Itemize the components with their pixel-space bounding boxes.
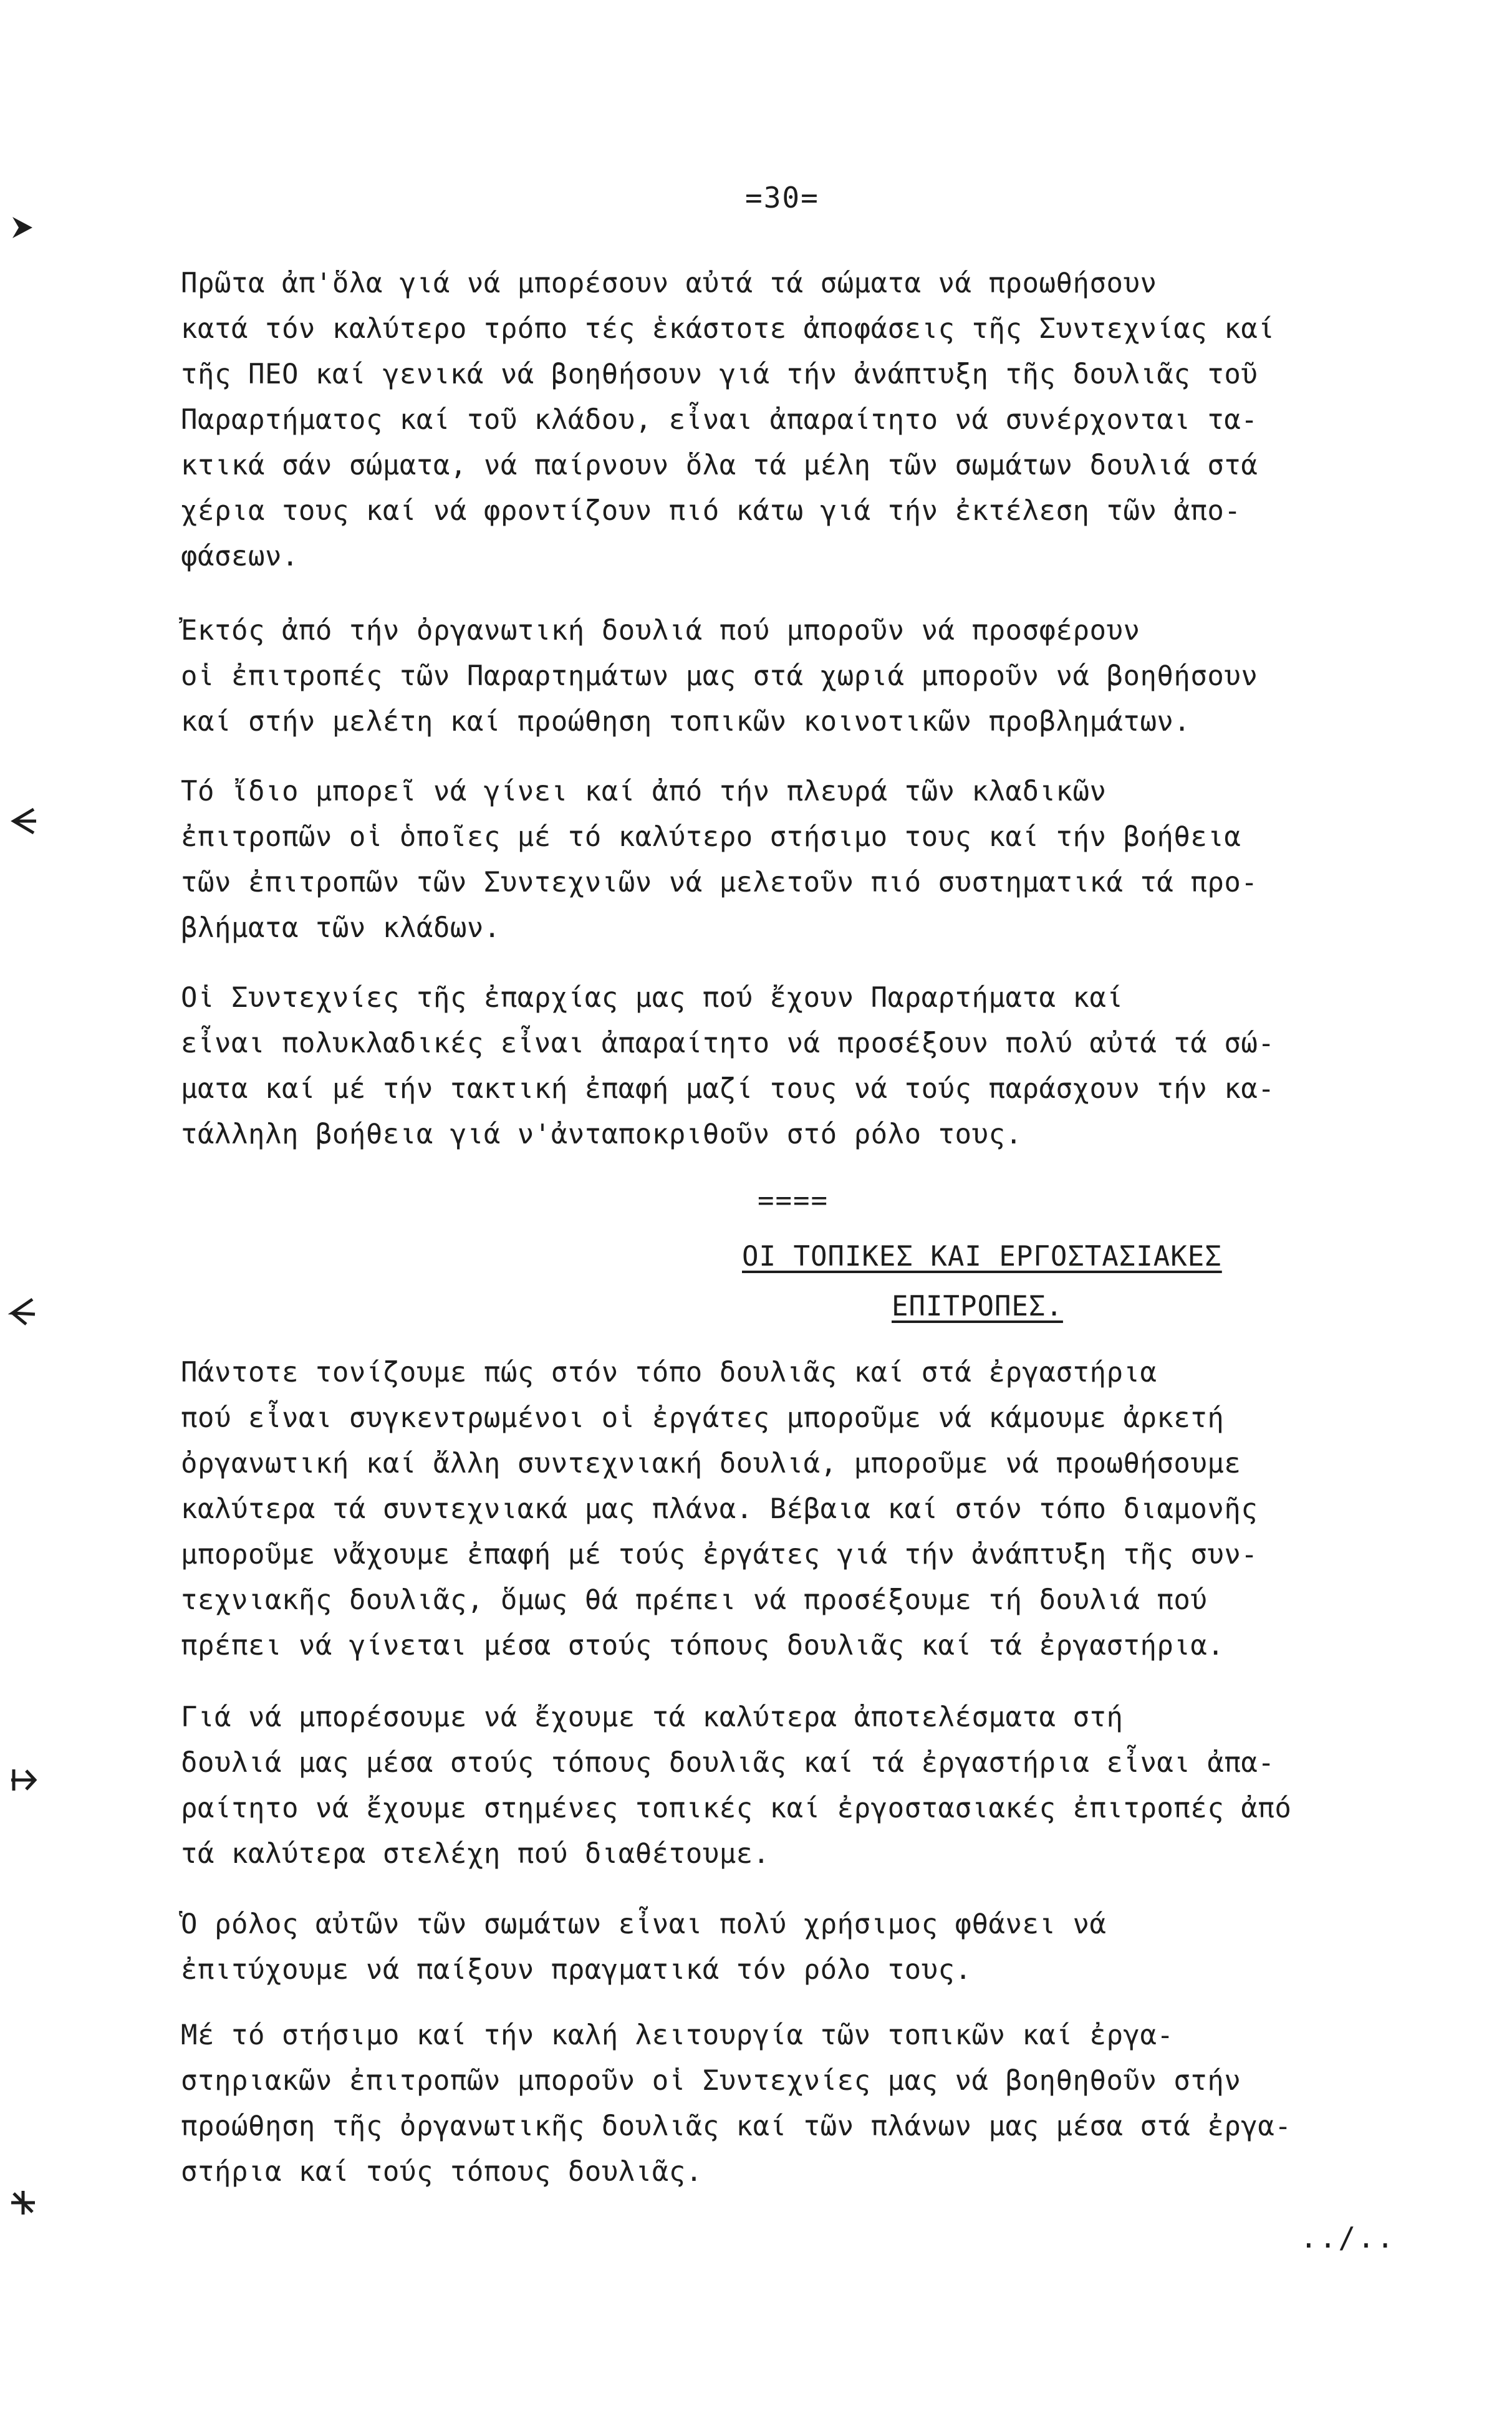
- margin-arrow-mark: [7, 1764, 39, 1796]
- margin-arrow-mark: [7, 806, 39, 837]
- page-number: =30=: [745, 181, 819, 214]
- section-title-line-1: ΟΙ ΤΟΠΙΚΕΣ ΚΑΙ ΕΡΓΟΣΤΑΣΙΑΚΕΣ: [742, 1241, 1222, 1272]
- section-paragraph: Γιά νά μπορέσουμε νά ἔχουμε τά καλύτερα ἀποτελέσματα στή δουλιά μας μέσα στούς τόπους δουλιᾶς καί τά ἐργαστήρια εἶναι ἀπα- ραίτητο νά ἔχουμε στημένες τοπικές καί ἐργοστασιακές ἐπιτροπές ἀπό τά καλύτερα στελέχη πού διαθέτουμε.: [181, 1701, 1292, 1870]
- body-paragraph: Τό ἴδιο μπορεῖ νά γίνει καί ἀπό τήν πλευρά τῶν κλαδικῶν ἐπιτροπῶν οἱ ὁποῖες μέ τό καλύτερο στήσιμο τους καί τήν βοήθεια τῶν ἐπιτροπῶν τῶν Συντεχνιῶν νά μελετοῦν πιό συστηματικά τά προ- βλήματα τῶν κλάδων.: [181, 776, 1258, 944]
- section-paragraph: Μέ τό στήσιμο καί τήν καλή λειτουργία τῶν τοπικῶν καί ἐργα- στηριακῶν ἐπιτροπῶν μποροῦν οἱ Συντεχνίες μας νά βοηθηθοῦν στήν προώθηση τῆς ὀργανωτικῆς δουλιᾶς καί τῶν πλάνων μας μέσα στά ἐργα- στήρια καί τούς τόπους δουλιᾶς.: [181, 2019, 1292, 2188]
- section-paragraph: Ὁ ρόλος αὐτῶν τῶν σωμάτων εἶναι πολύ χρήσιμος φθάνει νά ἐπιτύχουμε νά παίξουν πραγματικά τόν ρόλο τους.: [181, 1908, 1107, 1986]
- body-paragraph: Πρῶτα ἀπ'ὅλα γιά νά μπορέσουν αὐτά τά σώματα νά προωθήσουν κατά τόν καλύτερο τρόπο τές ἑκάστοτε ἀποφάσεις τῆς Συντεχνίας καί τῆς ΠΕΟ καί γενικά νά βοηθήσουν γιά τήν ἀνάπτυξη τῆς δουλιᾶς τοῦ Παραρτήματος καί τοῦ κλάδου, εἶναι ἀπαραίτητο νά συνέρχονται τα- κτικά σάν σώματα, νά παίρνουν ὅλα τά μέλη τῶν σωμάτων δουλιά στά χέρια τους καί νά φροντίζουν πιό κάτω γιά τήν ἐκτέλεση τῶν ἀπο- φάσεων.: [181, 267, 1275, 572]
- margin-arrow-mark: [7, 1296, 39, 1327]
- section-title-line-2: ΕΠΙΤΡΟΠΕΣ.: [892, 1291, 1063, 1322]
- section-paragraph: Πάντοτε τονίζουμε πώς στόν τόπο δουλιᾶς καί στά ἐργαστήρια πού εἶναι συγκεντρωμένοι οἱ ἐργάτες μποροῦμε νά κάμουμε ἀρκετή ὀργανωτική καί ἄλλη συντεχνιακή δουλιά, μποροῦμε νά προωθήσουμε καλύτερα τά συντεχνιακά μας πλάνα. Βέβαια καί στόν τόπο διαμονῆς μποροῦμε νἄχουμε ἐπαφή μέ τούς ἐργάτες γιά τήν ἀνάπτυξη τῆς συν- τεχνιακῆς δουλιᾶς, ὅμως θά πρέπει νά προσέξουμε τή δουλιά πού πρέπει νά γίνεται μέσα στούς τόπους δουλιᾶς καί τά ἐργαστήρια.: [181, 1357, 1258, 1662]
- body-paragraph: Οἱ Συντεχνίες τῆς ἐπαρχίας μας πού ἔχουν Παραρτήματα καί εἶναι πολυκλαδικές εἶναι ἀπαραίτητο νά προσέξουν πολύ αὐτά τά σώ- ματα καί μέ τήν τακτική ἐπαφή μαζί τους νά τούς παράσχουν τήν κα- τάλληλη βοήθεια γιά ν'ἀνταποκριθοῦν στό ρόλο τους.: [181, 982, 1275, 1150]
- body-paragraph: Ἐκτός ἀπό τήν ὀργανωτική δουλιά πού μποροῦν νά προσφέρουν oἱ ἐπιτροπές τῶν Παραρτημάτων μας στά χωριά μποροῦν νά βοηθήσουν καί στήν μελέτη καί προώθηση τοπικῶν κοινοτικῶν προβλημάτων.: [181, 615, 1258, 738]
- margin-arrow-mark: [7, 2187, 39, 2218]
- section-separator: ====: [758, 1185, 829, 1216]
- continuation-mark: ../..: [1300, 2221, 1396, 2254]
- margin-arrow-mark: [7, 212, 39, 243]
